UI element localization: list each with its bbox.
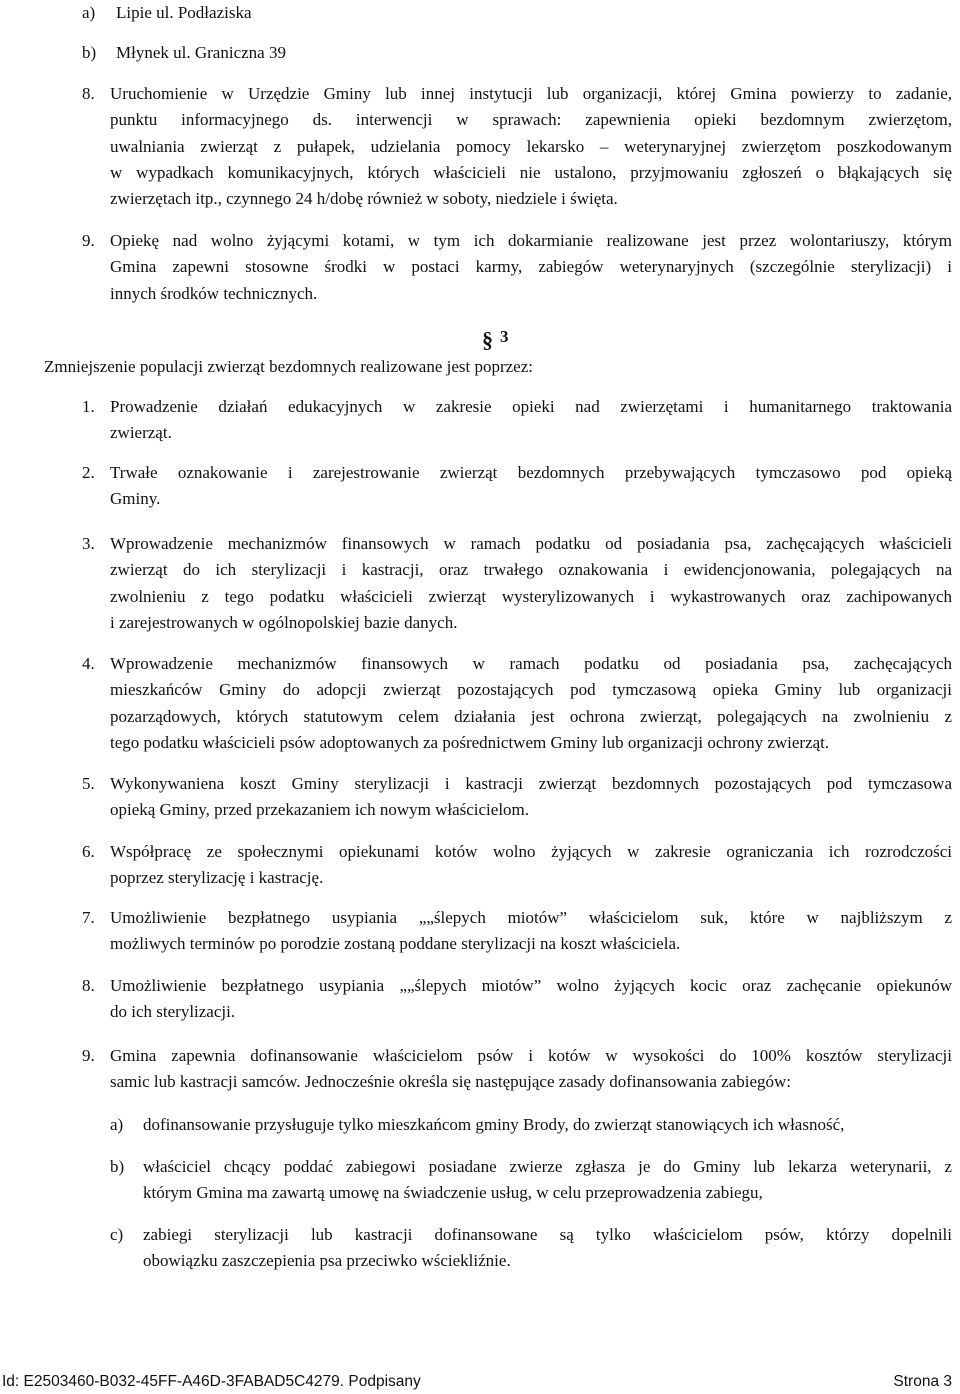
paragraph-list-6 (110, 839, 952, 892)
text-line: zwierząt. (110, 423, 172, 443)
text-line: i zarejestrowanych w ogólnopolskiej bazie danych. (110, 612, 458, 632)
text-line: punktu informacyjnego ds. interwencji w sprawach: zapewnienia opieki bezdomnym zwierzętom, (110, 110, 952, 130)
text-line: pozarządowych, których statutowym celem działania jest ochrona zwierząt, polegających na zwolnieniu z (110, 706, 952, 726)
text-line: obowiązku zaszczepienia psa przeciwko wściekliźnie. (143, 1251, 511, 1271)
footer-document-id: Id: E2503460-B032-45FF-A46D-3FABAD5C4279. Podpisany (2, 1373, 421, 1390)
text-line: Trwałe oznakowanie i zarejestrowanie zwierząt bezdomnych przebywających tymczasowo pod opieką (110, 463, 952, 482)
footer-page-number: Strona 3 (893, 1373, 952, 1390)
text-line: zwierzętach itp., czynnego 24 h/dobę również w soboty, niedziele i święta. (110, 189, 618, 209)
text-line: Opiekę nad wolno żyjącymi kotami, w tym ich dokarmianie realizowane jest przez wolontariuszy, którym (110, 231, 952, 250)
text-line: właściciel chcący poddać zabiegowi posiadane zwierze zgłasza je do Gminy lub lekarza weterynarii, z (143, 1157, 952, 1176)
sublist-marker: a) (110, 1115, 124, 1134)
text-line: poprzez sterylizację i kastrację. (110, 868, 324, 888)
text-line: opieką Gminy, przed przekazaniem ich nowym właścicielom. (110, 800, 530, 820)
text-line: uwalniania zwierząt z pułapek, udzielania pomocy lekarsko – weterynaryjnej zwierzętom poszkodowanym (110, 136, 952, 156)
text-line: Gmina zapewni stosowne środki w postaci karmy, zabiegów weterynaryjnych (szczególnie sterylizacji) i (110, 257, 952, 277)
section-intro: Zmniejszenie populacji zwierząt bezdomnych realizowane jest poprzez: (44, 357, 533, 376)
list-marker: 4. (82, 654, 95, 673)
text-line: zwolnieniu z tego podatku właścicieli zwierząt wysterylizowanych i wykastrowanych oraz zachipowanych (110, 586, 952, 606)
paragraph-sublist-a (143, 1112, 952, 1138)
text-line: w wypadkach komunikacyjnych, których właścicieli nie ustalono, przyjmowaniu zgłoszeń o błąkających się (110, 162, 952, 182)
paragraph-list-9 (110, 1043, 952, 1096)
paragraph-list-5 (110, 771, 952, 824)
text-line: mieszkańców Gminy do adopcji zwierząt pozostających pod tymczasową opieka Gminy lub organizacji (110, 680, 952, 700)
text-line: samic lub kastracji samców. Jednocześnie określa się następujące zasady dofinansowania zabiegów: (110, 1072, 792, 1092)
list-marker: 8. (82, 976, 95, 995)
text-line: Wprowadzenie mechanizmów finansowych w ramach podatku od posiadania psa, zachęcających (110, 654, 952, 673)
list-marker: 8. (82, 84, 95, 103)
list-item-text: Lipie ul. Podłaziska (116, 3, 252, 22)
sublist-marker: b) (110, 1157, 125, 1176)
list-item-text: Młynek ul. Graniczna 39 (116, 43, 286, 62)
paragraph-sublist-c (143, 1222, 952, 1275)
list-marker: 9. (82, 231, 95, 250)
sublist-marker: c) (110, 1225, 124, 1244)
list-marker: 5. (82, 774, 95, 793)
paragraph-list-7 (110, 905, 952, 958)
text-line: Gminy. (110, 489, 161, 509)
text-line: do ich sterylizacji. (110, 1002, 236, 1022)
text-line: którym Gmina ma zawartą umowę na świadczenie usług, w celu przeprowadzenia zabiegu, (143, 1183, 763, 1203)
text-line: Uruchomienie w Urzędzie Gminy lub innej instytucji lub organizacji, której Gmina powierzy to zadanie, (110, 84, 952, 103)
paragraph-sublist-b (143, 1154, 952, 1207)
paragraph-list-2 (110, 460, 952, 513)
list-marker: 2. (82, 463, 95, 482)
section-number: 3 (500, 327, 509, 346)
section-symbol: § (482, 327, 493, 352)
paragraph-list-1 (110, 394, 952, 447)
paragraph-list-8 (110, 973, 952, 1026)
list-marker: b) (82, 43, 97, 62)
paragraph-list-3 (110, 531, 952, 636)
list-marker: 1. (82, 397, 95, 416)
list-marker: a) (82, 3, 96, 22)
text-line: tego podatku właścicieli psów adoptowanych za pośrednictwem Gminy lub organizacji ochrony zwierząt. (110, 732, 830, 752)
text-line: Współpracę ze społecznymi opiekunami kotów wolno żyjących w zakresie ograniczania ich rozrodczości (110, 842, 952, 861)
text-line: Umożliwienie bezpłatnego usypiania „„ślepych miotów” właścicielom suk, które w najbliższym z (110, 908, 952, 927)
list-marker: 3. (82, 534, 95, 553)
text-line: Gmina zapewnia dofinansowanie właścicielom psów i kotów w wysokości do 100% kosztów sterylizacji (110, 1046, 952, 1065)
text-line: Wykonywaniena koszt Gminy sterylizacji i kastracji zwierząt bezdomnych pozostających pod tymczasowa (110, 774, 952, 793)
paragraph-item-8 (110, 81, 952, 212)
paragraph-item-9 (110, 228, 952, 307)
text-line: Wprowadzenie mechanizmów finansowych w ramach podatku od posiadania psa, zachęcających właścicieli (110, 534, 952, 553)
text-line: zwierząt do ich sterylizacji i kastracji, oraz trwałego oznakowania i ewidencjonowania, polegających na (110, 560, 952, 580)
text-line: dofinansowanie przysługuje tylko mieszkańcom gminy Brody, do zwierząt stanowiących ich własność, (143, 1115, 845, 1134)
paragraph-list-4 (110, 651, 952, 756)
list-marker: 7. (82, 908, 95, 927)
text-line: innych środków technicznych. (110, 283, 318, 303)
text-line: Prowadzenie działań edukacyjnych w zakresie opieki nad zwierzętami i humanitarnego traktowania (110, 397, 952, 416)
text-line: zabiegi sterylizacji lub kastracji dofinansowane są tylko właścicielom psów, którzy dopelnili (143, 1225, 952, 1244)
list-marker: 6. (82, 842, 95, 861)
list-marker: 9. (82, 1046, 95, 1065)
text-line: Umożliwienie bezpłatnego usypiania „„ślepych miotów” wolno żyjących kocic oraz zachęcanie opiekunów (110, 976, 952, 995)
text-line: możliwych terminów po porodzie zostaną poddane sterylizacji na koszt właściciela. (110, 934, 681, 954)
